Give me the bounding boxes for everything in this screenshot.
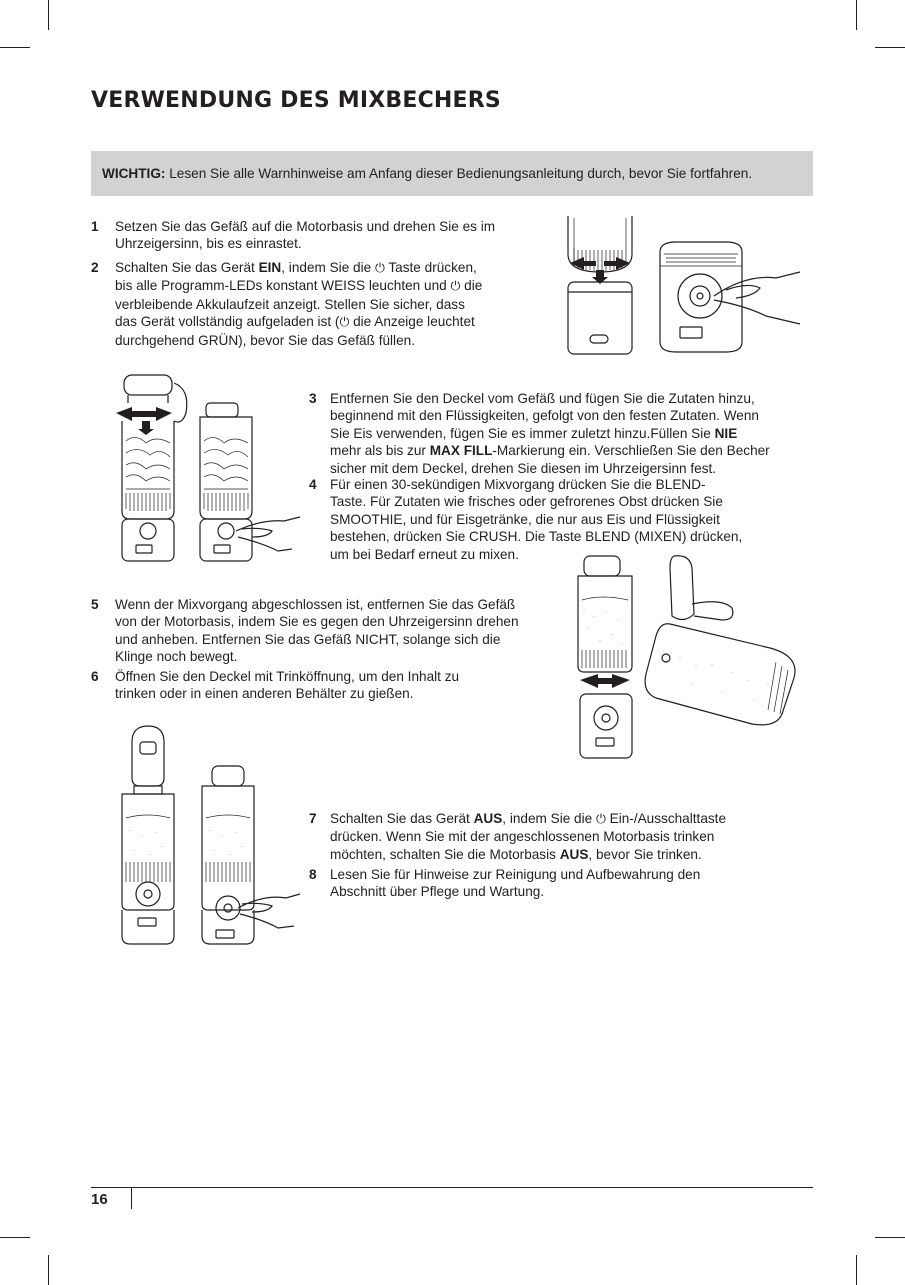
text-line: sicher mit dem Deckel, drehen Sie diesen im Uhrzeigersinn fest. [330, 460, 717, 476]
text-line: Klinge noch bewegt. [115, 649, 238, 665]
text-run: , indem Sie die [502, 811, 596, 826]
step-number: 8 [309, 867, 317, 882]
step-text [330, 810, 726, 863]
important-notice [91, 151, 813, 196]
crop-mark [0, 47, 30, 48]
text-line: Taste. Für Zutaten wie frisches oder gefrorenes Obst drücken Sie [330, 494, 723, 510]
step-8 [309, 866, 829, 902]
step-6 [91, 668, 561, 704]
step-text [330, 866, 700, 901]
text-line: Öffnen Sie den Deckel mit Trinköffnung, um den Inhalt zu [115, 669, 460, 684]
step-number: 2 [91, 260, 99, 275]
step-text [330, 390, 770, 477]
step-1 [91, 218, 551, 254]
text-line: Abschnitt über Pflege und Wartung. [330, 884, 545, 900]
text-line: drücken. Wenn Sie mit der angeschlossenen Motorbasis trinken [330, 829, 715, 845]
text-line: Für einen 30-sekündigen Mixvorgang drücken Sie die BLEND- [330, 477, 706, 492]
bold-text: AUS [473, 811, 503, 826]
notice-label: WICHTIG: [102, 166, 166, 181]
step-number: 7 [309, 811, 317, 826]
text-line [330, 846, 726, 863]
text-line: durchgehend GRÜN), bevor Sie das Gefäß füllen. [115, 332, 415, 348]
text-line: um bei Bedarf erneut zu mixen. [330, 546, 519, 562]
press-power-illustration [656, 240, 804, 356]
notice-text: Lesen Sie alle Warnhinweise am Anfang dieser Bedienungsanleitung durch, bevor Sie fortfahren. [165, 166, 753, 181]
step-text [330, 476, 742, 563]
text-line: Lesen Sie für Hinweise zur Reinigung und Aufbewahrung den [330, 867, 701, 882]
text-line [330, 425, 770, 442]
text-line: Entfernen Sie den Deckel vom Gefäß und fügen Sie die Zutaten hinzu, [330, 391, 755, 406]
power-icon: ⏻ [339, 315, 350, 330]
step-2 [91, 259, 551, 349]
step-5 [91, 596, 561, 668]
text-line: beginnend mit den Flüssigkeiten, gefolgt von den festen Zutaten. Wenn [330, 408, 759, 424]
crop-mark [48, 1255, 49, 1285]
text-run: möchten, schalten Sie die Motorbasis [330, 846, 560, 862]
step-number: 4 [309, 477, 317, 492]
page-title: VERWENDUNG DES MIXBECHERS [91, 88, 501, 113]
bold-text: MAX FILL [429, 443, 493, 459]
step-7 [309, 810, 829, 864]
text-line: verbleibende Akkulaufzeit anzeigt. Stellen Sie sicher, dass [115, 296, 465, 312]
text-line [330, 810, 726, 828]
text-run: -Markierung ein. Verschließen Sie den Becher [492, 443, 770, 459]
step-number: 3 [309, 391, 317, 406]
text-line: und anheben. Entfernen Sie das Gefäß NICHT, solange sich die [115, 631, 501, 647]
text-line [115, 277, 482, 295]
step-3 [309, 390, 829, 480]
text-run: das Gerät vollständig aufgeladen ist ( [115, 314, 340, 330]
text-line: von der Motorbasis, indem Sie es gegen den Uhrzeigersinn drehen [115, 614, 519, 630]
text-line: Wenn der Mixvorgang abgeschlossen ist, entfernen Sie das Gefäß [115, 597, 516, 612]
text-run: , bevor Sie trinken. [588, 846, 702, 862]
text-run: Sie Eis verwenden, fügen Sie es immer zuletzt hinzu.Füllen Sie [330, 425, 715, 441]
text-run: bis alle Programm-LEDs konstant WEISS leuchten und [115, 278, 451, 294]
text-line: trinken oder in einen anderen Behälter zu gießen. [115, 686, 414, 702]
power-icon: ⏻ [374, 261, 385, 275]
step-text [115, 596, 519, 666]
crop-mark [856, 1255, 857, 1285]
step-4 [309, 476, 829, 566]
page-number: 16 [91, 1191, 108, 1208]
step-text [115, 259, 482, 349]
crop-mark [875, 1237, 905, 1238]
text-line [330, 442, 770, 459]
crop-mark [875, 47, 905, 48]
bold-text: AUS [559, 846, 589, 862]
text-run: , indem Sie die [281, 260, 375, 275]
text-run: Schalten Sie das Gerät [330, 811, 474, 826]
text-line: SMOOTHIE, und für Eisgetränke, die nur aus Eis und Flüssigkeit [330, 511, 720, 527]
bold-text: EIN [258, 260, 282, 275]
text-run: Ein-/Ausschalttaste [605, 811, 727, 826]
step-text [115, 218, 495, 253]
text-run: Taste drücken, [384, 260, 477, 275]
text-run: Schalten Sie das Gerät [115, 260, 259, 275]
text-run: die Anzeige leuchtet [349, 314, 475, 330]
power-icon: ⏻ [595, 812, 606, 826]
power-off-illustration [112, 722, 302, 947]
text-run: die [460, 278, 483, 294]
step-number: 6 [91, 669, 99, 684]
text-line [115, 259, 482, 277]
remove-cup-illustration [572, 554, 802, 760]
bold-text: NIE [714, 425, 738, 441]
text-run: mehr als bis zur [330, 443, 430, 459]
text-line: Uhrzeigersinn, bis es einrastet. [115, 236, 302, 252]
step-text [115, 668, 459, 703]
crop-mark [0, 1237, 30, 1238]
text-line: Setzen Sie das Gefäß auf die Motorbasis und drehen Sie es im [115, 219, 496, 234]
fill-cup-illustration [112, 373, 302, 565]
footer-divider [131, 1187, 132, 1209]
crop-mark [856, 0, 857, 30]
attach-cup-illustration [560, 214, 640, 356]
step-number: 5 [91, 597, 99, 612]
text-line: bestehen, drücken Sie CRUSH. Die Taste BLEND (MIXEN) drücken, [330, 529, 743, 545]
power-icon: ⏻ [450, 279, 461, 294]
text-line [115, 313, 482, 331]
step-number: 1 [91, 219, 99, 234]
crop-mark [48, 0, 49, 30]
footer-rule [91, 1187, 813, 1188]
